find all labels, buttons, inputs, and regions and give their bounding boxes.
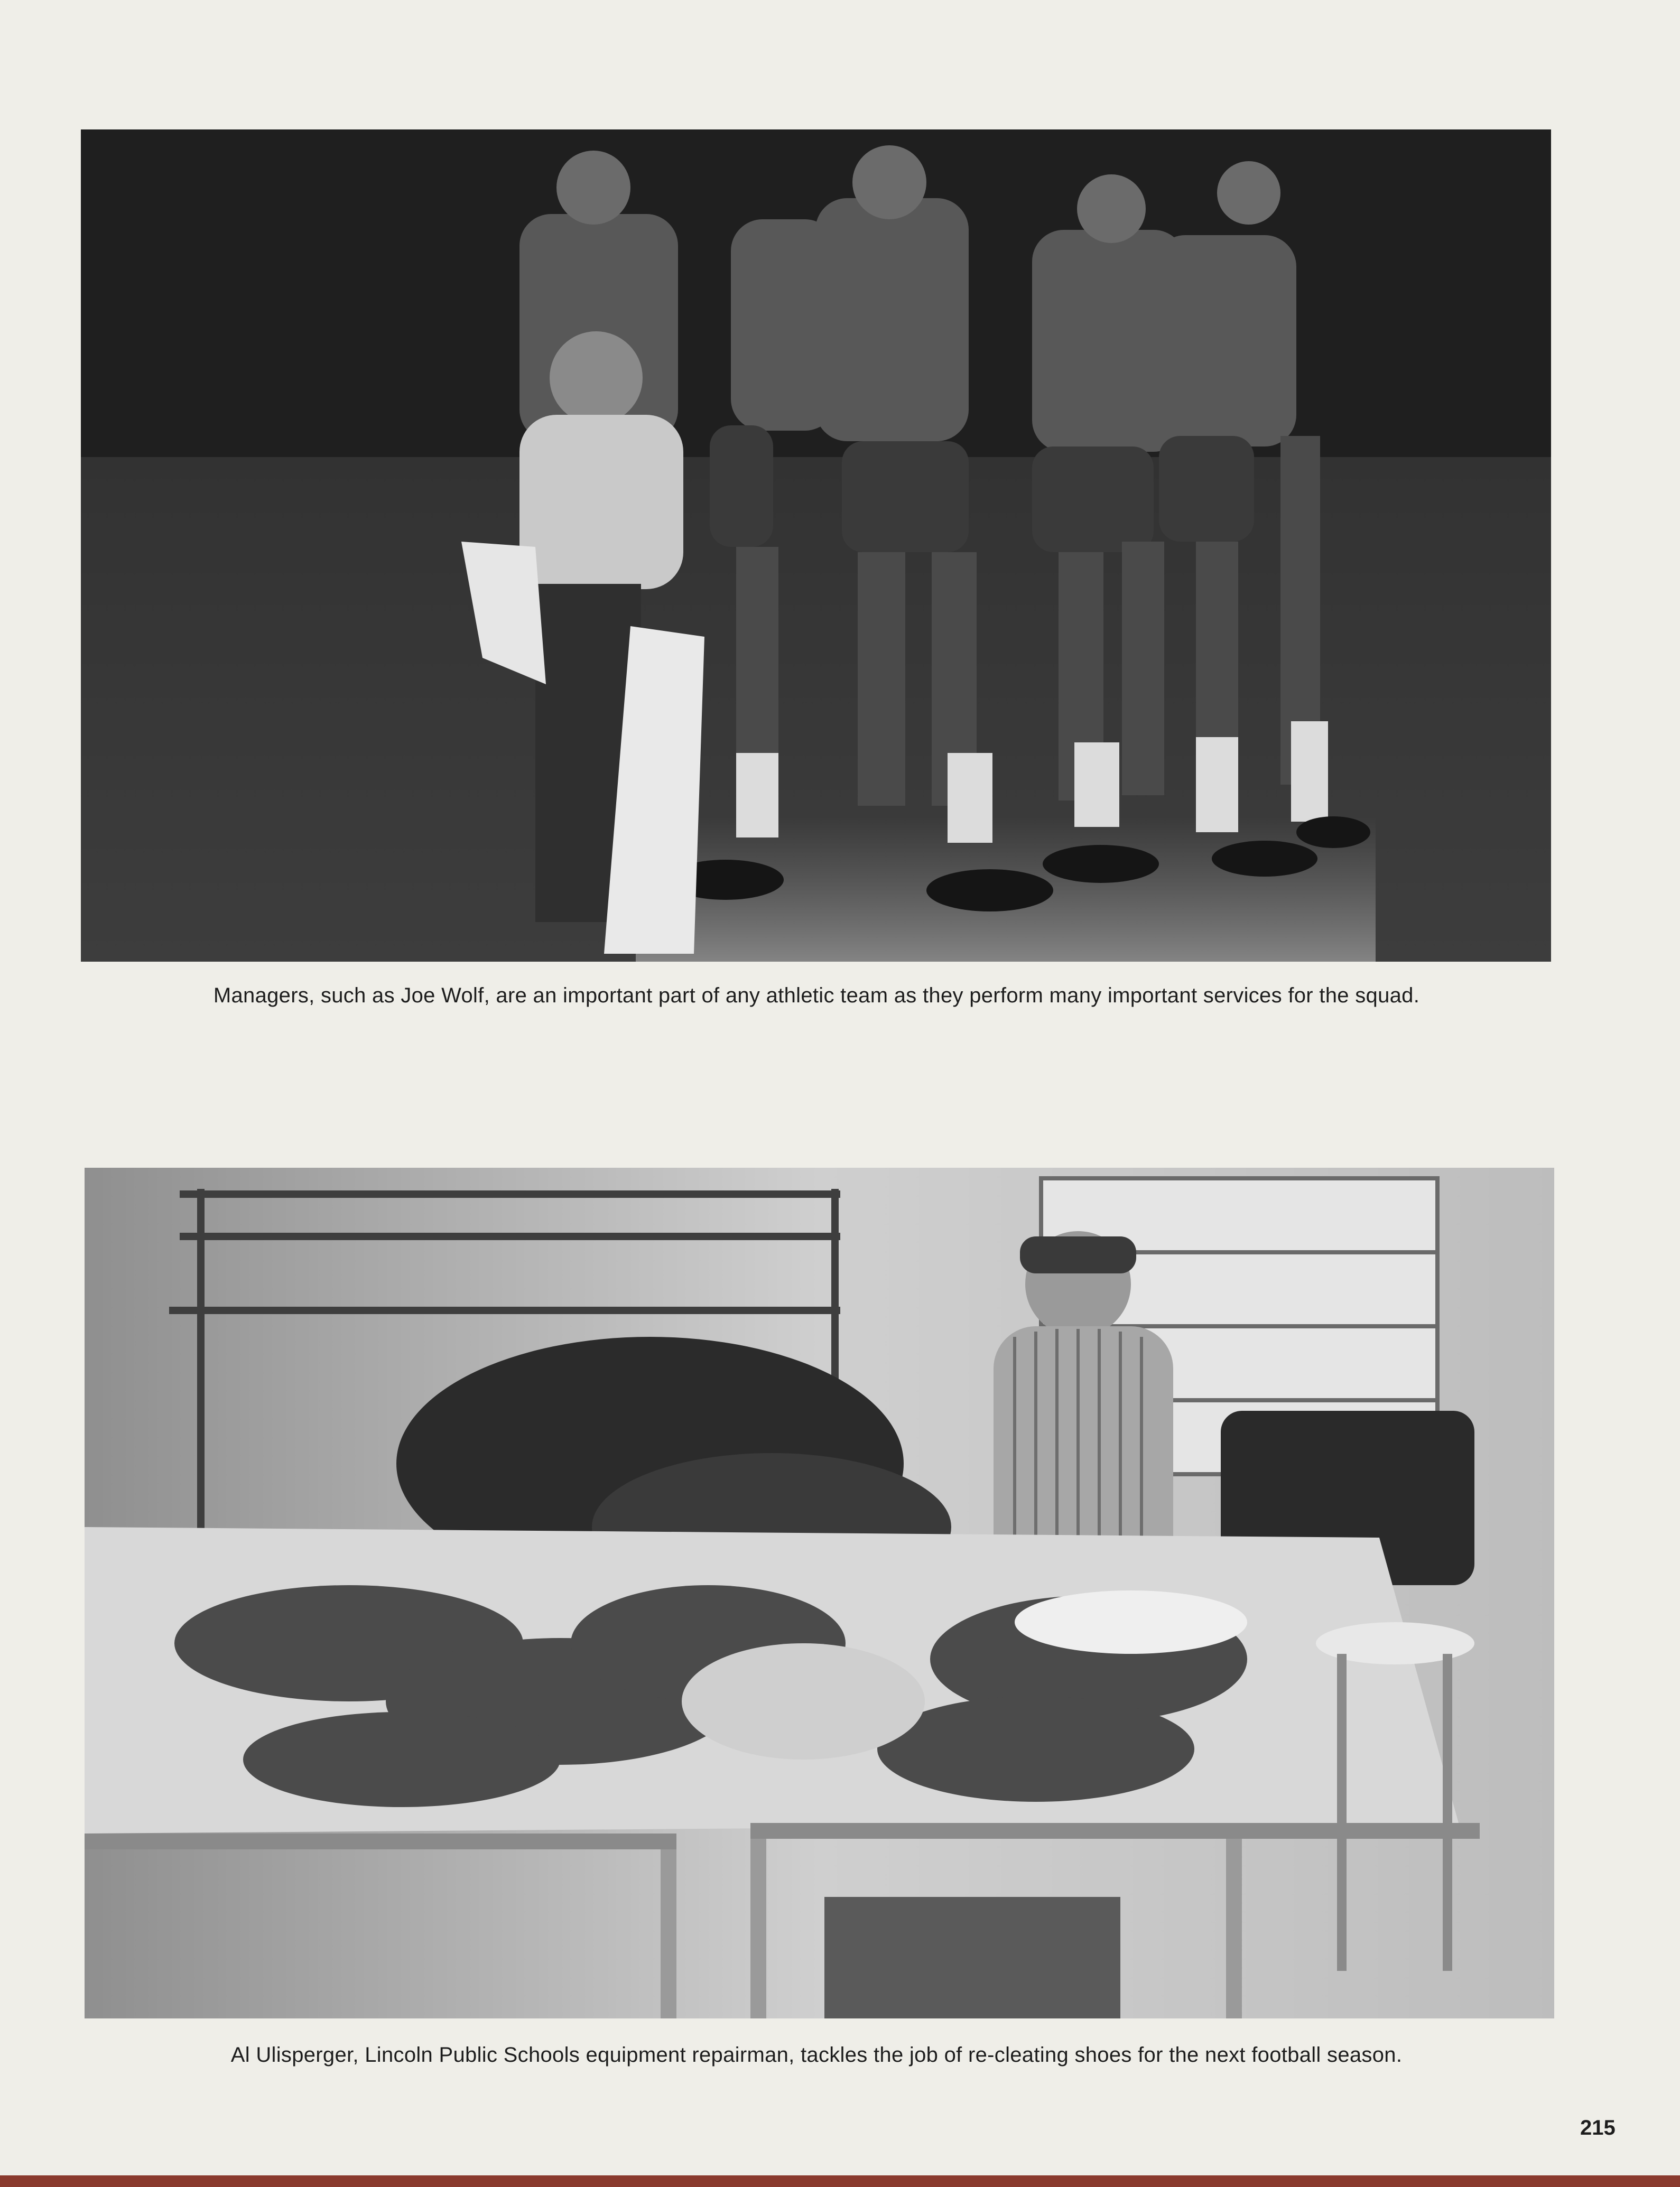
equipment-repair-photo — [85, 1168, 1554, 2018]
photo-caption: Managers, such as Joe Wolf, are an important part of any athletic team as they perform many important services for the squad. — [213, 984, 1420, 1007]
shoe-repair-image — [85, 1168, 1554, 2018]
team-manager-photo — [81, 129, 1551, 962]
page-edge — [0, 2175, 1680, 2187]
page-number: 215 — [1580, 2116, 1616, 2139]
team-huddle-image — [81, 129, 1551, 962]
photo-caption: Al Ulisperger, Lincoln Public Schools equipment repairman, tackles the job of re-cleating shoes for the next football season. — [230, 2043, 1403, 2067]
